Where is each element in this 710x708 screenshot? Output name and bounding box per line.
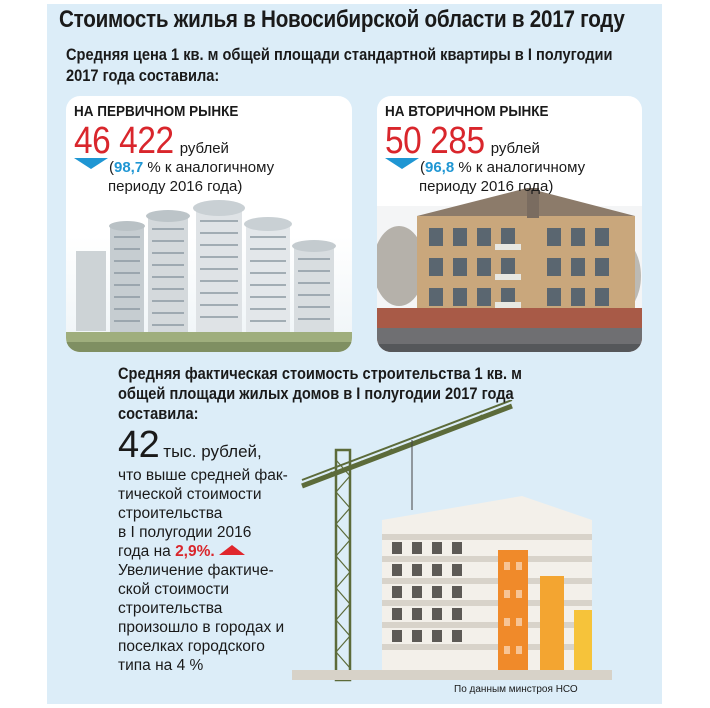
secondary-price [385,120,540,163]
down-arrow-icon [74,158,108,169]
down-arrow-icon [385,158,419,169]
intro-text: Средняя цена 1 кв. м общей площади стандартной квартиры в I полугодии 2017 года составила: [66,45,613,85]
secondary-change-pct: 96,8 [425,159,455,176]
construction-cost-title: Средняя фактическая стоимость строительства 1 кв. м общей площади жилых домов в I полугодии 2017 года составила: [118,364,522,423]
primary-market-heading: НА ПЕРВИЧНОМ РЫНКЕ [74,103,239,120]
secondary-market-heading: НА ВТОРИЧНОМ РЫНКЕ [385,103,549,120]
primary-price-value: 46 422 [74,120,174,162]
construction-cost-text-1: что выше средней фак- тической стоимости строительства в I полугодии 2016 года на [118,467,288,560]
secondary-change: (96,8 % к аналогичному периоду 2016 года) [385,158,585,196]
construction-cost-number: 42 [118,424,160,466]
secondary-change-text: % к аналогичному [454,159,586,176]
primary-price [74,120,229,163]
construction-cost-description [118,466,348,675]
construction-cost-unit: тыс. рублей, [163,442,262,461]
primary-change-text: % к аналогичному [143,159,275,176]
secondary-price-unit: рублей [490,140,540,157]
construction-cost-pct: 2,9%. [175,543,215,560]
primary-price-unit: рублей [179,140,229,157]
primary-change-pct: 98,7 [114,159,144,176]
up-arrow-icon [219,545,245,555]
primary-change-period: периоду 2016 года) [108,178,243,195]
secondary-market-card [377,96,642,352]
construction-cost-value [118,424,262,467]
secondary-change-period: периоду 2016 года) [419,178,554,195]
page-title: Стоимость жилья в Новосибирской области в 2017 году [59,6,625,33]
construction-cost-text-2: Увеличение фактиче- ской стоимости строительства произошло в городах и поселках городского типа на 4 % [118,562,285,674]
primary-change: (98,7 % к аналогичному периоду 2016 года) [74,158,274,196]
secondary-price-value: 50 285 [385,120,485,162]
source-note: По данным минстроя НСО [454,684,578,695]
primary-market-card [66,96,352,352]
